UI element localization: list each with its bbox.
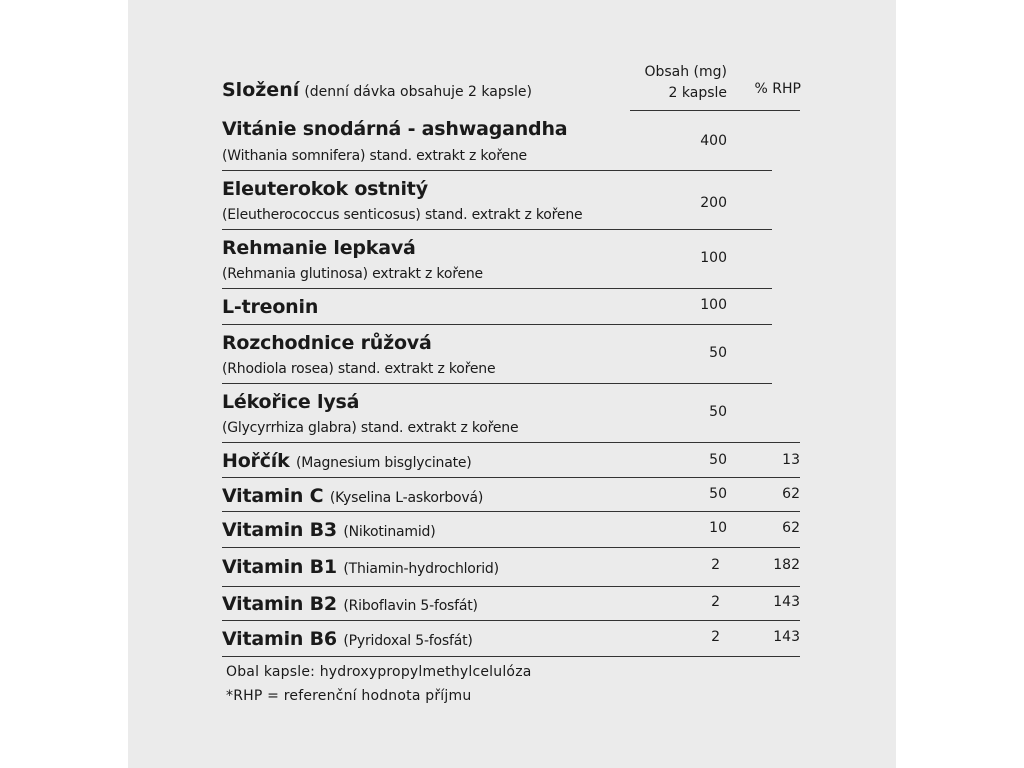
ingredient-row-label — [222, 450, 472, 472]
amount-value: 2 — [711, 594, 720, 610]
amount-value: 2 — [711, 629, 720, 645]
ingredient-desc: (Withania somnifera) stand. extrakt z kořene — [222, 148, 527, 164]
divider — [222, 383, 772, 384]
divider — [222, 656, 800, 657]
rhp-value: 182 — [773, 557, 800, 573]
ingredient-desc: (Rhodiola rosea) stand. extrakt z kořene — [222, 361, 496, 377]
ingredient-row-label — [222, 556, 499, 578]
amount-value: 200 — [700, 195, 727, 211]
rhp-footnote: *RHP = referenční hodnota příjmu — [226, 688, 472, 704]
ingredient-desc: (Glycyrrhiza glabra) stand. extrakt z kořene — [222, 420, 519, 436]
ingredient-desc: (Magnesium bisglycinate) — [295, 455, 472, 471]
amount-value: 2 — [711, 557, 720, 573]
divider — [222, 442, 800, 443]
ingredient-name: L-treonin — [222, 296, 319, 318]
ingredient-name: Hořčík — [222, 450, 290, 472]
ingredient-name: Vitamin C — [222, 485, 324, 507]
rhp-value: 62 — [782, 520, 800, 536]
amount-value: 50 — [709, 486, 727, 502]
title-subtitle: (denní dávka obsahuje 2 kapsle) — [304, 84, 532, 100]
ingredient-desc: (Thiamin-hydrochlorid) — [343, 561, 499, 577]
table-title — [222, 79, 532, 101]
divider — [222, 170, 772, 171]
divider — [222, 586, 800, 587]
rhp-value: 143 — [773, 629, 800, 645]
ingredient-desc: (Kyselina L-askorbová) — [329, 490, 484, 506]
ingredient-name: Vitánie snodárná - ashwagandha — [222, 118, 568, 140]
ingredient-row-label — [222, 519, 435, 541]
ingredient-name: Eleuterokok ostnitý — [222, 178, 428, 200]
ingredient-name: Vitamin B1 — [222, 556, 337, 578]
amount-value: 400 — [700, 133, 727, 149]
title-label: Složení — [222, 79, 300, 101]
ingredient-row-label — [222, 485, 483, 507]
ingredient-name: Vitamin B3 — [222, 519, 337, 541]
capsule-shell-note: Obal kapsle: hydroxypropylmethylcelulóza — [226, 664, 532, 680]
column-header-rhp: % RHP — [754, 81, 801, 97]
rhp-value: 62 — [782, 486, 800, 502]
ingredient-desc: (Nikotinamid) — [343, 524, 436, 540]
amount-value: 100 — [700, 250, 727, 266]
amount-value: 50 — [709, 404, 727, 420]
amount-value: 10 — [709, 520, 727, 536]
ingredient-row-label — [222, 628, 473, 650]
rhp-value: 143 — [773, 594, 800, 610]
divider — [222, 324, 772, 325]
amount-value: 50 — [709, 452, 727, 468]
divider — [630, 110, 800, 111]
ingredient-name: Vitamin B2 — [222, 593, 337, 615]
ingredient-name: Vitamin B6 — [222, 628, 337, 650]
ingredient-name: Rozchodnice růžová — [222, 332, 432, 354]
ingredient-desc: (Pyridoxal 5-fosfát) — [343, 633, 473, 649]
ingredient-name: Rehmanie lepkavá — [222, 237, 416, 259]
divider — [222, 511, 800, 512]
background-panel — [128, 0, 896, 768]
rhp-value: 13 — [782, 452, 800, 468]
column-header-amount: Obsah (mg) 2 kapsle — [644, 64, 727, 101]
ingredient-desc: (Rehmania glutinosa) extrakt z kořene — [222, 266, 483, 282]
divider — [222, 288, 772, 289]
divider — [222, 229, 772, 230]
ingredient-row-label — [222, 593, 478, 615]
divider — [222, 620, 800, 621]
ingredient-desc: (Eleutherococcus senticosus) stand. extrakt z kořene — [222, 207, 583, 223]
amount-value: 50 — [709, 345, 727, 361]
divider — [222, 547, 800, 548]
amount-value: 100 — [700, 297, 727, 313]
divider — [222, 477, 800, 478]
ingredient-name: Lékořice lysá — [222, 391, 360, 413]
ingredient-desc: (Riboflavin 5-fosfát) — [343, 598, 478, 614]
